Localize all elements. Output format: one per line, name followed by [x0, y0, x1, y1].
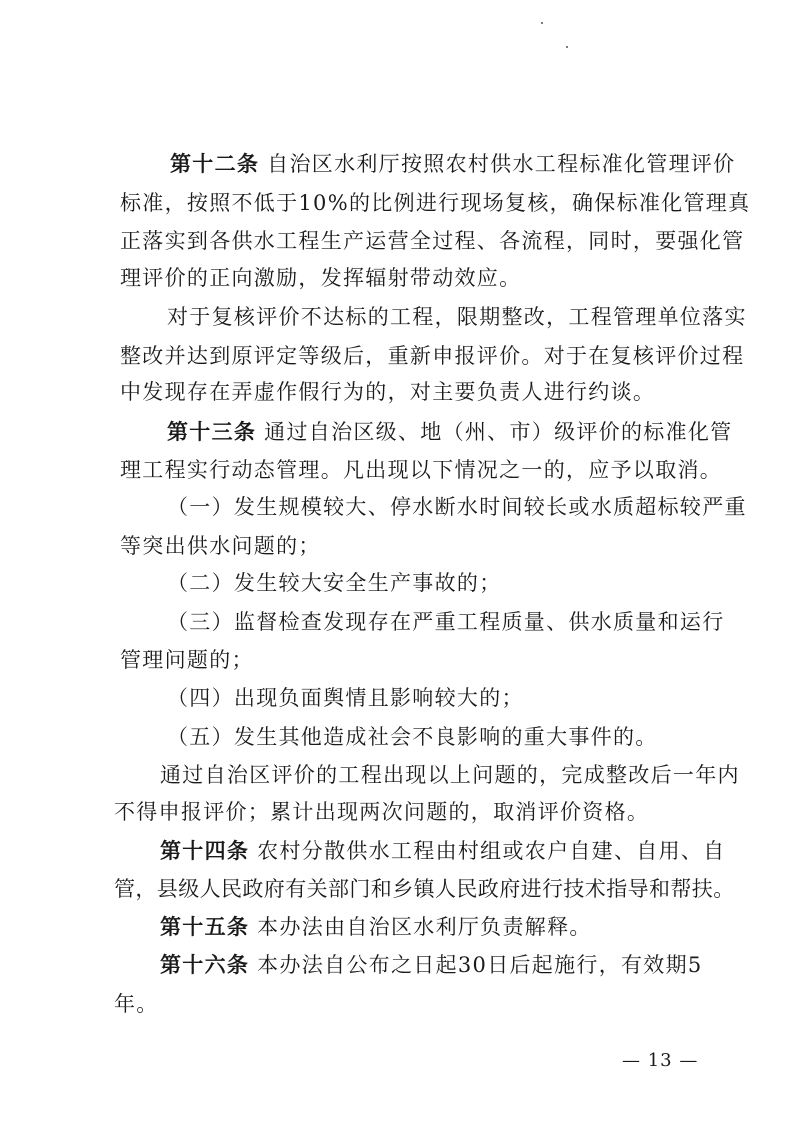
body-line: 理评价的正向激励，发挥辐射带动效应。 — [120, 266, 522, 290]
page-number: — 13 — — [622, 1050, 699, 1071]
article-15-label: 第十五条 — [160, 915, 250, 939]
article-16-text: 本办法自公布之日起30日后起施行，有效期5 — [249, 953, 703, 977]
body-line: 正落实到各供水工程生产运营全过程、各流程，同时，要强化管 — [120, 229, 745, 253]
article-13-label: 第十三条 — [167, 420, 257, 444]
body-line: 等突出供水问题的； — [120, 534, 321, 558]
list-item-line: （一）发生规模较大、停水断水时间较长或水质超标较严重 — [167, 495, 747, 519]
article-13-text: 通过自治区级、地（州、市）级评价的标准化管 — [256, 420, 733, 444]
article-12-label: 第十二条 — [170, 152, 260, 176]
body-line: 年。 — [114, 992, 159, 1016]
article-13-heading-line — [167, 422, 732, 443]
article-12-heading-line — [170, 154, 735, 175]
article-14-label: 第十四条 — [160, 839, 250, 863]
body-line: 不得申报评价；累计出现两次问题的，取消评价资格。 — [114, 800, 650, 824]
body-line: 整改并达到原评定等级后，重新申报评价。对于在复核评价过程 — [120, 344, 745, 368]
body-line: 管，县级人民政府有关部门和乡镇人民政府进行技术指导和帮扶。 — [114, 877, 735, 901]
body-line: 中发现存在弄虚作假行为的，对主要负责人进行约谈。 — [120, 380, 656, 404]
body-line: 通过自治区评价的工程出现以上问题的，完成整改后一年内 — [160, 763, 740, 787]
article-15-text: 本办法由自治区水利厅负责解释。 — [249, 915, 592, 939]
article-12-text: 自治区水利厅按照农村供水工程标准化管理评价 — [259, 152, 736, 176]
list-item-line: （五）发生其他造成社会不良影响的重大事件的。 — [167, 725, 658, 749]
article-14-heading-line — [160, 841, 725, 862]
body-line: 对于复核评价不达标的工程，限期整改，工程管理单位落实 — [167, 305, 747, 329]
list-item-line: （三）监督检查发现存在严重工程质量、供水质量和运行 — [167, 610, 725, 634]
article-16-label: 第十六条 — [160, 953, 250, 977]
article-15-heading-line — [160, 917, 592, 938]
body-line: 管理问题的； — [120, 648, 254, 672]
scan-speck — [541, 22, 543, 24]
scan-speck — [566, 46, 568, 48]
body-line: 理工程实行动态管理。凡出现以下情况之一的，应予以取消。 — [120, 458, 723, 482]
list-item-line: （四）出现负面舆情且影响较大的； — [167, 686, 524, 710]
article-14-text: 农村分散供水工程由村组或农户自建、自用、自 — [249, 839, 726, 863]
list-item-line: （二）发生较大安全生产事故的； — [167, 571, 502, 595]
body-line: 标准，按照不低于10%的比例进行现场复核，确保标准化管理真 — [120, 191, 751, 215]
article-16-heading-line — [160, 955, 703, 976]
